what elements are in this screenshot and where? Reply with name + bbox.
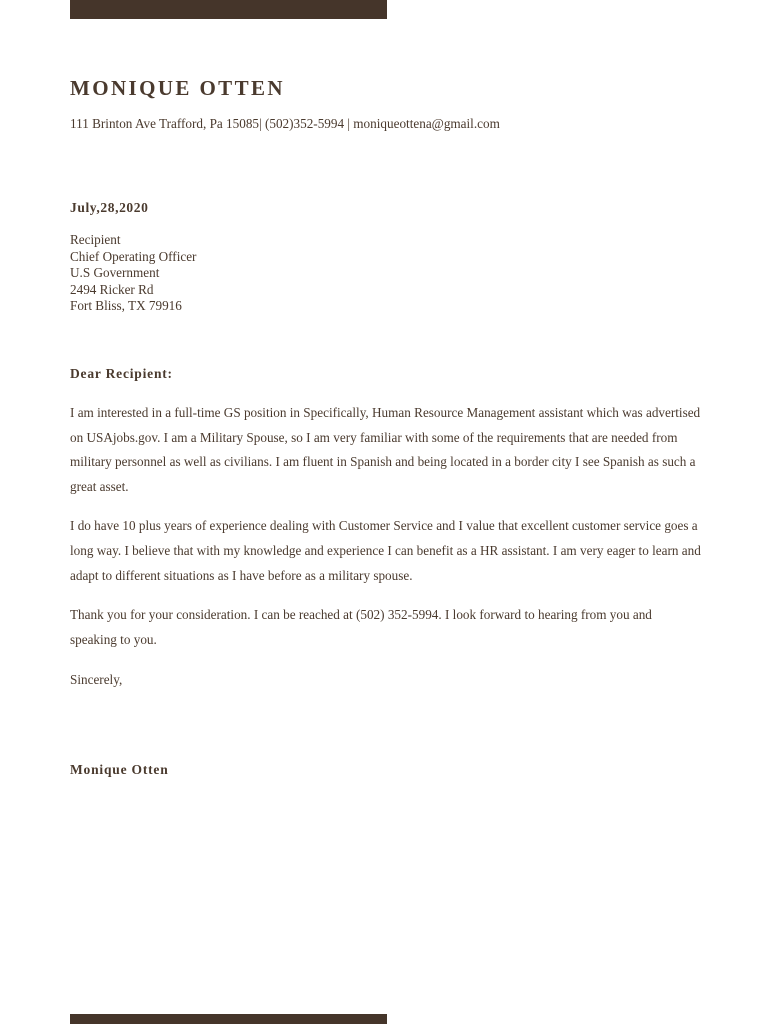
bottom-accent-bar	[70, 1014, 387, 1024]
letter-date: July,28,2020	[70, 200, 149, 215]
top-accent-bar	[70, 0, 387, 19]
recipient-title-line: Chief Operating Officer	[70, 248, 197, 264]
letter-body	[70, 401, 702, 667]
sender-contact-line: 111 Brinton Ave Trafford, Pa 15085| (502)352-5994 | moniqueottena@gmail.com	[70, 116, 500, 131]
signature-name: Monique Otten	[70, 762, 169, 777]
body-paragraph: I am interested in a full-time GS position in Specifically, Human Resource Management assistant which was advertised on USAjobs.gov. I am a Military Spouse, so I am very familiar with some of the requirements that are needed from military personnel as well as civilians. I am fluent in Spanish and being located in a border city I see Spanish as such a great asset.	[70, 405, 701, 494]
salutation: Dear Recipient:	[70, 366, 173, 381]
body-paragraph: Thank you for your consideration. I can be reached at (502) 352-5994. I look forward to hearing from you and speaking to you.	[70, 607, 652, 647]
closing: Sincerely,	[70, 672, 123, 687]
recipient-city-line: Fort Bliss, TX 79916	[70, 298, 182, 314]
recipient-address-block	[70, 232, 196, 315]
recipient-street-line: 2494 Ricker Rd	[70, 281, 154, 297]
sender-name: MONIQUE OTTEN	[70, 76, 285, 100]
recipient-line: Recipient	[70, 232, 121, 247]
body-paragraph: I do have 10 plus years of experience dealing with Customer Service and I value that excellent customer service goes a long way. I believe that with my knowledge and experience I can benefit as a HR assistant. I am very eager to learn and adapt to different situations as I have before as a military spouse.	[70, 518, 701, 583]
recipient-organization-line: U.S Government	[70, 265, 160, 281]
